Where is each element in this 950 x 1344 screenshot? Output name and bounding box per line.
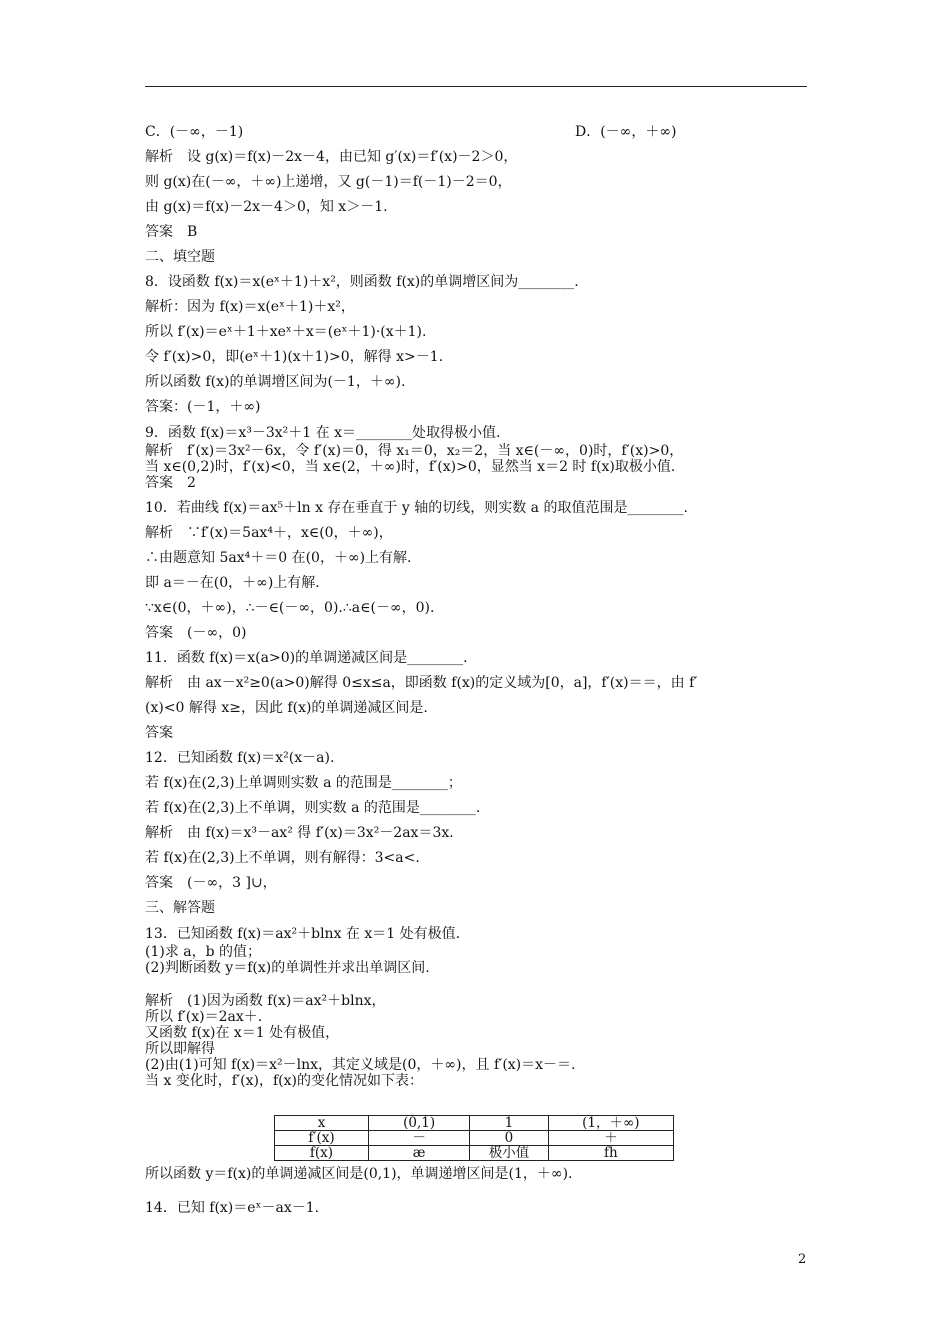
text-line: 若 f(x)在(2,3)上单调则实数 a 的范围是________；	[145, 775, 462, 791]
answer-line: 答案 (－∞，3 ]∪，	[145, 875, 277, 891]
table-cell: f(x)	[275, 1146, 369, 1161]
question-14: 14．已知 f(x)＝eˣ－ax－1.	[145, 1200, 320, 1216]
answer-line: 答案 (－∞，0)	[145, 625, 247, 641]
table-cell: (1，＋∞)	[548, 1116, 673, 1131]
table-cell: 0	[470, 1131, 548, 1146]
table-cell: fh	[548, 1146, 673, 1161]
text-line: (2)由(1)可知 f(x)＝x²－lnx，其定义域是(0，＋∞)，且 f′(x)＝x－＝.	[145, 1057, 576, 1073]
page-number: 2	[798, 1252, 807, 1267]
text-line: 解析 由 ax－x²≥0(a>0)解得 0≤x≤a，即函数 f(x)的定义域为[0，a]，f′(x)＝＝，由 f′	[145, 675, 698, 691]
question-11: 11．函数 f(x)＝x(a>0)的单调递减区间是________.	[145, 650, 468, 666]
text-line: 即 a＝－在(0，＋∞)上有解.	[145, 575, 320, 591]
text-line: 所以函数 f(x)的单调增区间为(－1，＋∞).	[145, 374, 406, 390]
text-line: 解析 由 f(x)＝x³－ax² 得 f′(x)＝3x²－2ax＝3x.	[145, 825, 454, 841]
section-heading: 二、填空题	[145, 249, 215, 265]
text-line: 若 f(x)在(2,3)上不单调，则有解得：3<a<.	[145, 850, 420, 866]
table-row	[275, 1116, 674, 1131]
text-line: 令 f′(x)>0，即(eˣ＋1)(x＋1)>0，解得 x>－1.	[145, 349, 444, 365]
answer-line: 答案 B	[145, 224, 198, 240]
text-line: 若 f(x)在(2,3)上不单调，则实数 a 的范围是________.	[145, 800, 481, 816]
text-line: 解析 f′(x)＝3x²－6x，令 f′(x)＝0，得 x₁＝0，x₂＝2，当 x∈(－∞，0)时，f′(x)>0，	[145, 443, 684, 459]
text-line: 所以 f′(x)＝2ax＋.	[145, 1009, 263, 1025]
question-13: 13．已知函数 f(x)＝ax²＋blnx 在 x＝1 处有极值.	[145, 926, 461, 942]
text-line: 解析：因为 f(x)＝x(eˣ＋1)＋x²，	[145, 299, 355, 315]
answer-line: 答案 2	[145, 475, 196, 491]
table-cell: (0,1)	[369, 1116, 470, 1131]
text-line: (x)<0 解得 x≥，因此 f(x)的单调递减区间是.	[145, 700, 428, 716]
table-cell: ＋	[548, 1131, 673, 1146]
text-line: ∴由题意知 5ax⁴＋＝0 在(0，＋∞)上有解.	[145, 550, 412, 566]
text-line: 解析 ∵f′(x)＝5ax⁴＋，x∈(0，＋∞)，	[145, 525, 393, 541]
table-cell: －	[369, 1131, 470, 1146]
header-rule	[145, 86, 807, 87]
text-line: 则 g(x)在(－∞，＋∞)上递增，又 g(－1)＝f(－1)－2＝0，	[145, 174, 512, 190]
answer-line: 答案	[145, 725, 173, 741]
answer-line: 答案：(－1，＋∞)	[145, 399, 261, 415]
table-cell: f′(x)	[275, 1131, 369, 1146]
text-line: 当 x∈(0,2)时，f′(x)<0，当 x∈(2，＋∞)时，f′(x)>0，显然当 x＝2 时 f(x)取极小值.	[145, 459, 676, 475]
text-line: 所以 f′(x)＝eˣ＋1＋xeˣ＋x＝(eˣ＋1)·(x＋1).	[145, 324, 427, 340]
text-line: 所以即解得	[145, 1041, 215, 1057]
table-row	[275, 1146, 674, 1161]
text-line: 所以函数 y＝f(x)的单调递减区间是(0,1)，单调递增区间是(1，＋∞).	[145, 1166, 573, 1182]
table-cell: 极小值	[470, 1146, 548, 1161]
text-line: 解析 设 g(x)＝f(x)－2x－4，由已知 g′(x)＝f′(x)－2＞0，	[145, 149, 518, 165]
question-9: 9．函数 f(x)＝x³－3x²＋1 在 x＝________处取得极小值.	[145, 425, 501, 441]
text-line: 解析 (1)因为函数 f(x)＝ax²＋blnx，	[145, 993, 386, 1009]
text-line: 又函数 f(x)在 x＝1 处有极值，	[145, 1025, 340, 1041]
table-cell: 1	[470, 1116, 548, 1131]
option-d: D．(－∞，＋∞)	[575, 124, 677, 140]
text-line: (1)求 a，b 的值；	[145, 944, 262, 960]
question-8: 8．设函数 f(x)＝x(eˣ＋1)＋x²，则函数 f(x)的单调增区间为________.	[145, 274, 579, 290]
question-12: 12．已知函数 f(x)＝x²(x－a).	[145, 750, 335, 766]
question-10: 10．若曲线 f(x)＝ax⁵＋ln x 存在垂直于 y 轴的切线，则实数 a 的取值范围是________.	[145, 500, 688, 516]
text-line: ∵x∈(0，＋∞)，∴－∈(－∞，0).∴a∈(－∞，0).	[145, 600, 435, 616]
text-line: 当 x 变化时，f′(x)，f(x)的变化情况如下表：	[145, 1073, 423, 1089]
section-heading: 三、解答题	[145, 900, 215, 916]
text-line: 由 g(x)＝f(x)－2x－4＞0，知 x＞－1.	[145, 199, 388, 215]
table-cell: æ	[369, 1146, 470, 1161]
text-line: (2)判断函数 y＝f(x)的单调性并求出单调区间.	[145, 960, 430, 976]
table-row	[275, 1131, 674, 1146]
table-cell: x	[275, 1116, 369, 1131]
variation-table	[274, 1115, 674, 1161]
option-c: C．(－∞，－1)	[145, 124, 244, 140]
